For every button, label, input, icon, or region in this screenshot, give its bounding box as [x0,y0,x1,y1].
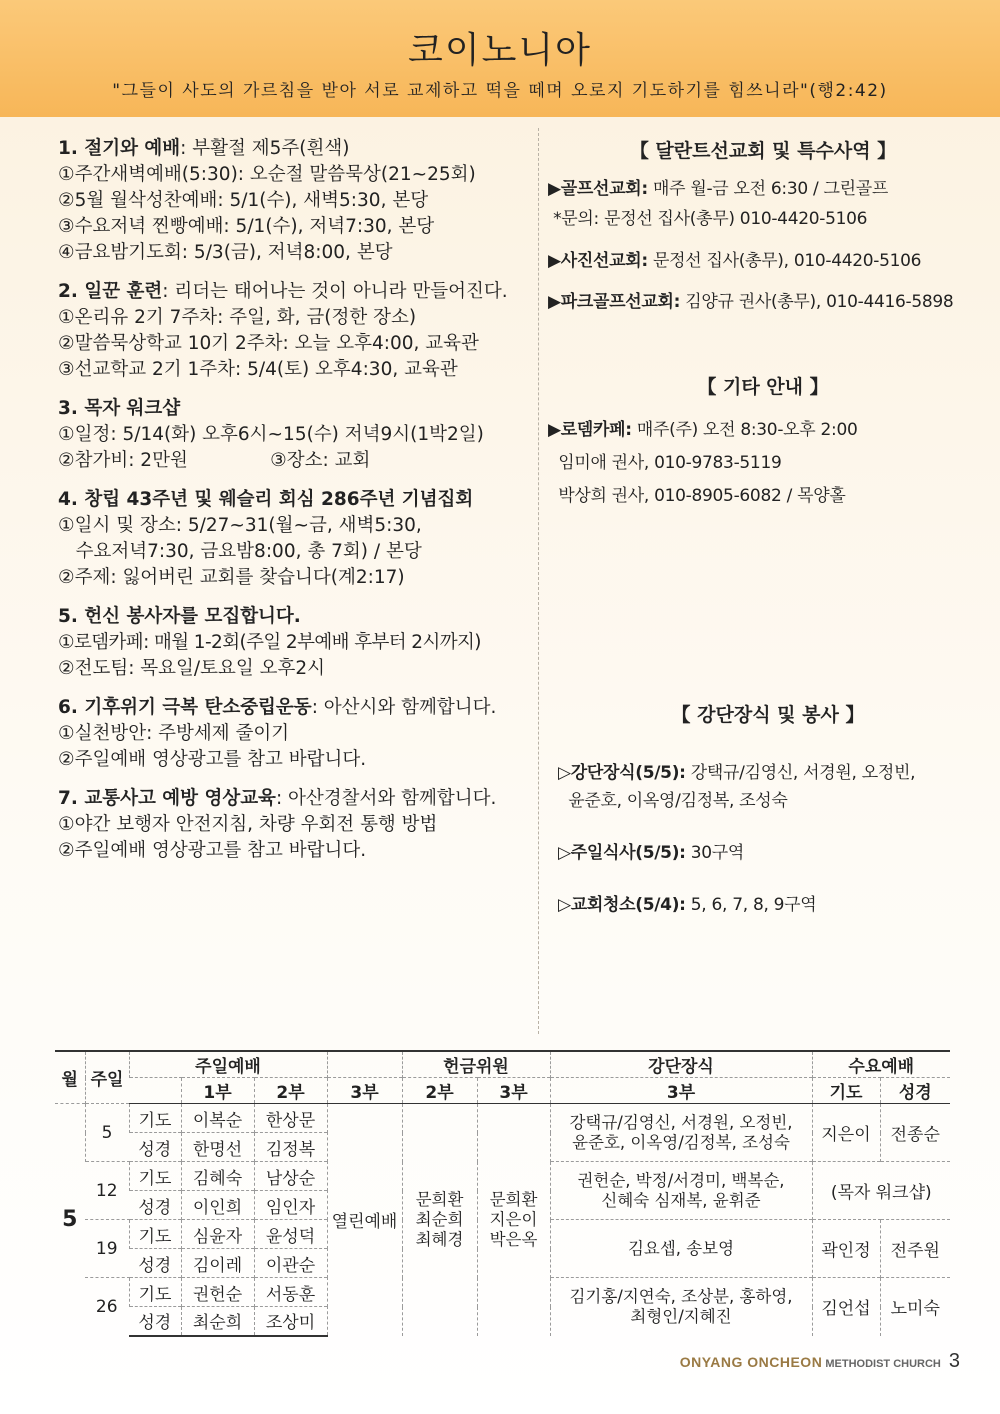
person-cell: 한상문 [254,1104,327,1133]
announcement-line: ①주간새벽예배(5:30): 오순절 말씀묵상(21~25회) [58,164,476,185]
week-date: 12 [85,1162,129,1220]
header-offering: 헌금위원 [402,1051,550,1078]
photo-text: 문정선 집사(총무), 010-4420-5106 [647,251,922,271]
header-scripture: 성경 [880,1078,950,1104]
wed-prayer-cell: 곽인정 [812,1220,880,1278]
photo-label: ▶사진선교회: [548,251,648,271]
header-blank [327,1051,402,1078]
wed-scripture-cell: 전종순 [880,1104,950,1162]
church-subtitle: METHODIST CHURCH [822,1358,941,1370]
page-number: 3 [948,1350,960,1372]
person-cell: 이인희 [181,1191,254,1220]
meal-label: ▷주일식사(5/5): [558,843,686,863]
announcement-heading-detail: : 부활절 제5주(흰색) [180,138,350,159]
announcement-2 [58,279,536,383]
role-cell: 성경 [129,1191,181,1220]
etc-section [548,372,978,508]
offering-name: 문희환 [415,1189,464,1209]
announcement-6 [58,695,536,773]
announcement-line: ④금요밤기도회: 5/3(금), 저녁8:00, 본당 [58,242,393,263]
announcement-line: ②말씀묵상학교 10기 2주차: 오늘 오후4:00, 교육관 [58,333,479,354]
header-sunday-service: 주일예배 [129,1051,327,1078]
offering-name: 최혜경 [415,1229,464,1249]
altar-cell [550,1104,812,1162]
cafe-contact-1: 임미애 권사, 010-9783-5119 [548,453,782,473]
mission-section [548,136,978,314]
role-cell: 기도 [129,1278,181,1307]
announcement-heading-detail: : 아산시와 함께합니다. [311,697,497,718]
person-cell: 김정복 [254,1133,327,1162]
announcement-line: ②전도팀: 목요일/토요일 오후2시 [58,658,326,679]
person-cell: 심윤자 [181,1220,254,1249]
announcement-line: ②주일예배 영상광고를 참고 바랍니다. [58,840,367,861]
announcement-line: ②5월 월삭성찬예배: 5/1(수), 새벽5:30, 본당 [58,190,429,211]
announcement-line: ①야간 보행자 안전지침, 차량 우회전 통행 방법 [58,814,438,835]
person-cell: 임인자 [254,1191,327,1220]
altar-cell [550,1162,812,1220]
wed-scripture-cell: 노미숙 [880,1278,950,1336]
person-cell: 권헌순 [181,1278,254,1307]
role-cell: 기도 [129,1220,181,1249]
role-cell: 기도 [129,1162,181,1191]
person-cell: 조상미 [254,1307,327,1336]
announcement-heading: 1. 절기와 예배 [58,138,181,159]
header-month: 월 [55,1051,85,1104]
table-row [55,1104,950,1133]
announcement-heading: 4. 창립 43주년 및 웨슬리 회심 286주년 기념집회 [58,489,474,510]
announcement-4 [58,487,536,591]
offering-name: 최순희 [415,1209,464,1229]
person-cell: 김혜숙 [181,1162,254,1191]
altar-line: 신혜숙 심재복, 윤휘준 [601,1190,761,1210]
announcement-line: ①일시 및 장소: 5/27~31(월~금, 새벽5:30, [58,515,422,536]
mission-title: 【 달란트선교회 및 특수사역 】 [629,140,897,162]
wed-prayer-cell: 김언섭 [812,1278,880,1336]
wed-merged-cell: (목자 워크샵) [812,1162,950,1220]
altar-title: 【 강단장식 및 봉사 】 [671,704,865,726]
person-cell: 한명선 [181,1133,254,1162]
week-date: 19 [85,1220,129,1278]
altar-deco-label: ▷강단장식(5/5): [558,763,686,783]
role-cell: 성경 [129,1307,181,1336]
golf-text: 매주 월-금 오전 6:30 / 그린골프 [647,179,888,199]
offering-name: 지은이 [489,1209,538,1229]
parkgolf-text: 김양규 권사(총무), 010-4416-5898 [680,292,954,312]
altar-line: 윤준호, 이옥영/김정복, 조성숙 [572,1132,790,1152]
cafe-label: ▶로뎀카페: [548,420,632,440]
altar-deco-text: 강택규/김영신, 서경원, 오정빈, [685,763,916,783]
person-cell: 남상순 [254,1162,327,1191]
header-week: 주일 [85,1051,129,1104]
role-cell: 성경 [129,1249,181,1278]
wed-scripture-cell: 전주원 [880,1220,950,1278]
altar-deco-line2: 윤준호, 이옥영/김정복, 조성숙 [558,791,788,811]
announcement-line: ①로뎀카페: 매월 1-2회(주일 2부예배 후부터 2시까지) [58,632,481,653]
person-cell: 윤성덕 [254,1220,327,1249]
announcement-line: ②참가비: 2만원 ③장소: 교회 [58,450,371,471]
announcement-line: ③수요저녁 찐빵예배: 5/1(수), 저녁7:30, 본당 [58,216,435,237]
cafe-text: 매주(주) 오전 8:30-오후 2:00 [631,420,858,440]
announcement-heading-detail: : 리더는 태어나는 것이 아니라 만들어진다. [162,281,508,302]
header-offering-3bu: 3부 [477,1078,550,1104]
announcement-heading: 6. 기후위기 극복 탄소중립운동 [58,697,312,718]
header-altar-3bu: 3부 [550,1078,812,1104]
announcement-heading-detail: : 아산경찰서와 함께합니다. [275,788,497,809]
offering-name: 박은옥 [489,1229,538,1249]
announcement-line: ③선교학교 2기 1주차: 5/4(토) 오후4:30, 교육관 [58,359,458,380]
announcement-1 [58,136,536,266]
golf-contact: *문의: 문정선 집사(총무) 010-4420-5106 [548,209,868,229]
cleaning-text: 5, 6, 7, 8, 9구역 [685,895,817,915]
column-divider [538,128,539,1034]
person-cell: 서동훈 [254,1278,327,1307]
cafe-contact-2: 박상희 권사, 010-8905-6082 / 목양홀 [548,486,846,506]
header-offering-2bu: 2부 [402,1078,477,1104]
altar-line: 김기홍/지연숙, 조상분, 홍하영, [569,1286,793,1306]
header-banner [0,0,1000,117]
header-role [129,1078,181,1104]
parkgolf-label: ▶파크골프선교회: [548,292,681,312]
person-cell: 김이레 [181,1249,254,1278]
person-cell: 이복순 [181,1104,254,1133]
header-3bu: 3부 [327,1078,402,1104]
week-date: 26 [85,1278,129,1336]
person-cell: 최순희 [181,1307,254,1336]
role-cell: 기도 [129,1104,181,1133]
announcement-heading: 7. 교통사고 예방 영상교육 [58,788,276,809]
third-service-cell: 열린예배 [327,1104,402,1336]
altar-line: 김요셉, 송보영 [627,1238,735,1258]
month-cell: 5 [55,1104,85,1336]
cleaning-label: ▷교회청소(5/4): [558,895,686,915]
role-cell: 성경 [129,1133,181,1162]
announcements-column [58,136,536,877]
week-date: 5 [85,1104,129,1162]
altar-line: 최형인/지혜진 [630,1306,732,1326]
announcement-heading: 3. 목자 워크샵 [58,398,181,419]
offering-2bu-cell [402,1104,477,1336]
page-title: 코이노니아 [408,30,592,71]
announcement-heading: 5. 헌신 봉사자를 모집합니다. [58,606,301,627]
church-name: ONYANG ONCHEON [679,1354,823,1370]
header-2bu: 2부 [254,1078,327,1104]
announcement-3 [58,396,536,474]
meal-text: 30구역 [685,843,745,863]
etc-title: 【 기타 안내 】 [697,376,829,398]
altar-cell [550,1220,812,1278]
header-wednesday: 수요예배 [812,1051,950,1078]
golf-label: ▶골프선교회: [548,179,648,199]
altar-section [558,700,978,917]
wed-prayer-cell: 지은이 [812,1104,880,1162]
offering-name: 문희환 [489,1189,538,1209]
announcement-line: ①실천방안: 주방세제 줄이기 [58,723,290,744]
footer [680,1350,960,1373]
altar-line: 강택규/김영신, 서경원, 오정빈, [569,1112,793,1132]
announcement-line: ①온리유 2기 7주차: 주일, 화, 금(정한 장소) [58,307,417,328]
header-prayer: 기도 [812,1078,880,1104]
header-altar: 강단장식 [550,1051,812,1078]
offering-3bu-cell [477,1104,550,1336]
service-schedule-table [55,1050,950,1337]
announcement-heading: 2. 일꾼 훈련 [58,281,163,302]
header-1bu: 1부 [181,1078,254,1104]
announcement-line: ②주제: 잃어버린 교회를 찾습니다(계2:17) [58,567,405,588]
announcement-line: 수요저녁7:30, 금요밤8:00, 총 7회) / 본당 [58,541,422,562]
announcement-5 [58,604,536,682]
person-cell: 이관순 [254,1249,327,1278]
announcement-7 [58,786,536,864]
announcement-line: ①일정: 5/14(화) 오후6시~15(수) 저녁9시(1박2일) [58,424,484,445]
altar-cell [550,1278,812,1336]
altar-line: 권헌순, 박정/서경미, 백복순, [577,1170,785,1190]
announcement-line: ②주일예배 영상광고를 참고 바랍니다. [58,749,367,770]
scripture-verse: "그들이 사도의 가르침을 받아 서로 교제하고 떡을 떼며 오로지 기도하기를 힘쓰니라"(행2:42) [112,81,888,101]
